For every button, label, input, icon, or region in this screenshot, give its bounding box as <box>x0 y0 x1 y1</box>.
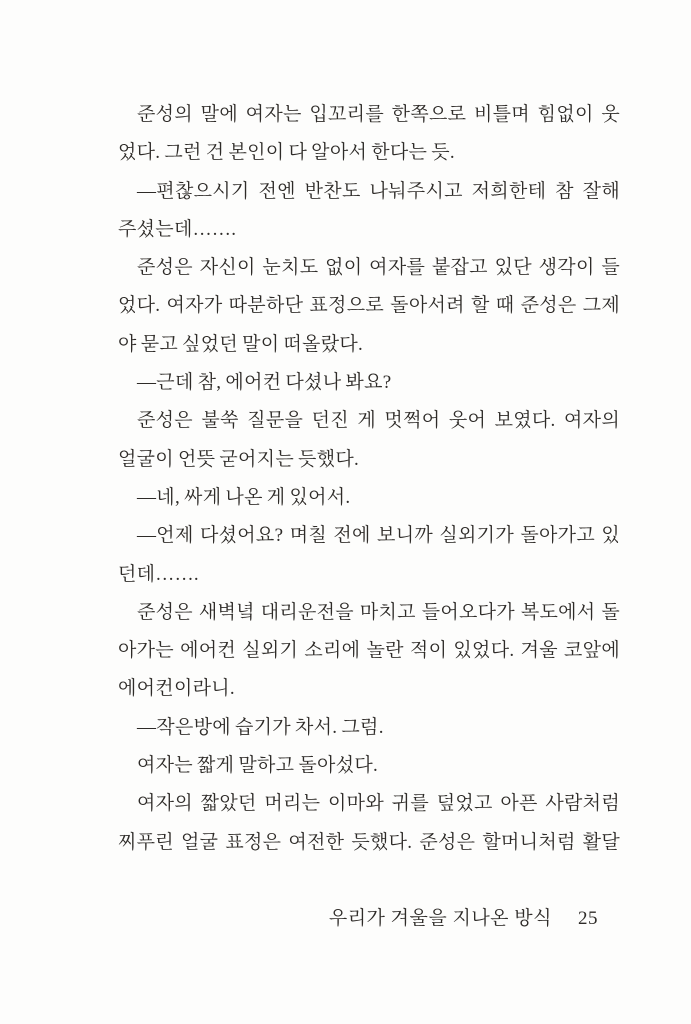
page-footer <box>118 903 598 930</box>
text-line: 여자는 짧게 말하고 돌아섰다. <box>137 755 379 777</box>
text-line: 에어컨이라니. <box>118 678 235 700</box>
text-line: 얼굴이 언뜻 굳어지는 듯했다. <box>118 448 360 470</box>
text-line: 었다. 그런 건 본인이 다 알아서 한다는 듯. <box>118 142 455 164</box>
text-line: 찌푸린 얼굴 표정은 여전한 듯했다. 준성은 할머니처럼 활달 <box>118 831 620 853</box>
text-line: —네, 싸게 나온 게 있어서. <box>137 486 351 508</box>
text-line: 었다. 여자가 따분하단 표정으로 돌아서려 할 때 준성은 그제 <box>118 295 620 317</box>
text-line: 준성은 자신이 눈치도 없이 여자를 붙잡고 있단 생각이 들 <box>137 257 620 279</box>
footer-book-title: 우리가 겨울을 지나온 방식 <box>328 908 552 929</box>
text-line: 주셨는데……. <box>118 218 237 240</box>
text-line: 던데……. <box>118 563 199 585</box>
body-text-block <box>118 96 620 862</box>
text-line: 준성은 새벽녘 대리운전을 마치고 들어오다가 복도에서 돌 <box>137 601 620 623</box>
page-number: 25 <box>578 908 598 929</box>
text-line: 야 묻고 싶었던 말이 떠올랐다. <box>118 333 364 355</box>
text-line: 준성은 불쑥 질문을 던진 게 멋쩍어 웃어 보였다. 여자의 <box>137 410 620 432</box>
text-line: 여자의 짧았던 머리는 이마와 귀를 덮었고 아픈 사람처럼 <box>137 793 620 815</box>
text-line: —근데 참, 에어컨 다셨나 봐요? <box>137 372 392 394</box>
text-line: —작은방에 습기가 차서. 그럼. <box>137 716 384 738</box>
text-line: 준성의 말에 여자는 입꼬리를 한쪽으로 비틀며 힘없이 웃 <box>137 104 620 125</box>
text-line: 아가는 에어컨 실외기 소리에 놀란 적이 있었다. 겨울 코앞에 <box>118 640 620 662</box>
text-line: —언제 다셨어요? 며칠 전에 보니까 실외기가 돌아가고 있 <box>137 525 620 547</box>
text-line: —편찮으시기 전엔 반찬도 나눠주시고 저희한테 참 잘해 <box>137 180 620 202</box>
